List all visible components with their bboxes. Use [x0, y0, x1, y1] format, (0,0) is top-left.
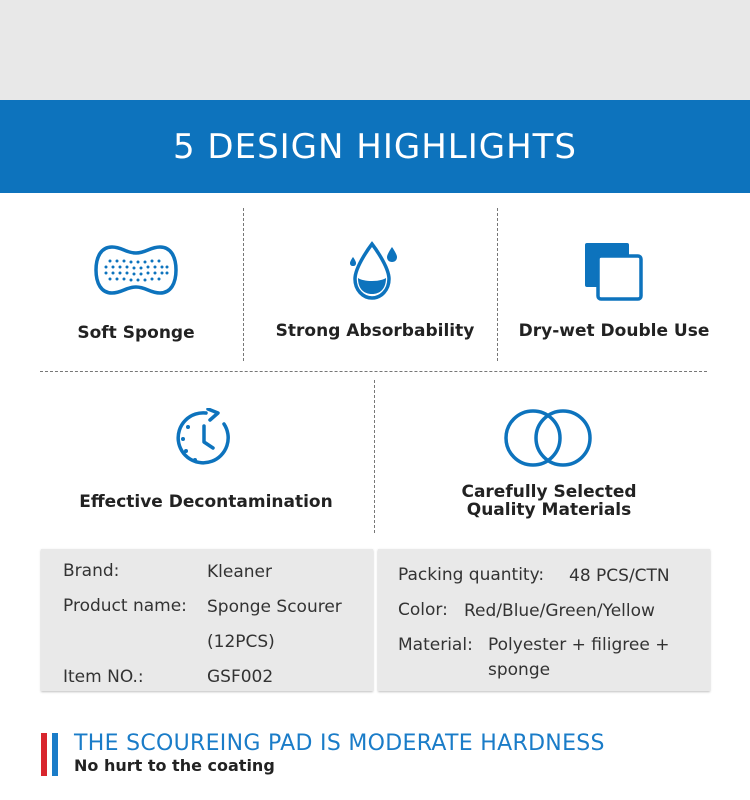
item-number-label: Item NO.:	[63, 667, 144, 687]
feature-label: Effective Decontamination	[79, 492, 333, 512]
material-label: Material:	[398, 635, 473, 655]
accent-bar-blue	[52, 733, 58, 776]
divider	[374, 380, 375, 533]
product-name-value-cont: (12PCS)	[207, 632, 275, 652]
sponge-icon	[94, 243, 178, 297]
top-band	[0, 0, 750, 100]
feature-strong-absorbability	[275, 240, 475, 340]
feature-soft-sponge	[46, 243, 226, 342]
material-value: Polyester + filigree +	[488, 635, 670, 655]
divider	[40, 371, 707, 372]
page-title: 5 DESIGN HIGHLIGHTS	[172, 126, 578, 167]
accent-bar-red	[41, 733, 47, 776]
divider	[243, 208, 244, 361]
brand-value: Kleaner	[207, 562, 272, 582]
double-square-icon	[584, 242, 644, 302]
timer-icon	[176, 408, 236, 468]
color-value: Red/Blue/Green/Yellow	[464, 601, 655, 621]
water-drop-icon	[348, 240, 402, 302]
product-name-label: Product name:	[63, 596, 187, 616]
hardness-title: THE SCOUREING PAD IS MODERATE HARDNESS	[74, 731, 605, 756]
brand-label: Brand:	[63, 561, 120, 581]
feature-label: Soft Sponge	[77, 323, 195, 343]
interlocking-circles-icon	[503, 408, 595, 468]
feature-quality-materials	[449, 408, 649, 519]
color-label: Color:	[398, 600, 448, 620]
feature-label-line1: Carefully Selected	[461, 482, 637, 502]
item-number-value: GSF002	[207, 667, 274, 687]
packing-quantity-value: 48 PCS/CTN	[569, 566, 670, 586]
material-value-cont: sponge	[488, 660, 551, 680]
hardness-subtitle: No hurt to the coating	[74, 756, 275, 775]
feature-label: Strong Absorbability	[275, 321, 475, 341]
feature-dry-wet-double-use	[514, 242, 714, 340]
feature-effective-decontamination	[66, 408, 346, 511]
feature-label: Dry-wet Double Use	[518, 321, 710, 341]
divider	[497, 208, 498, 361]
feature-label-line2: Quality Materials	[466, 500, 632, 520]
product-name-value: Sponge Scourer	[207, 597, 342, 617]
title-banner	[0, 100, 750, 193]
packing-quantity-label: Packing quantity:	[398, 565, 545, 585]
